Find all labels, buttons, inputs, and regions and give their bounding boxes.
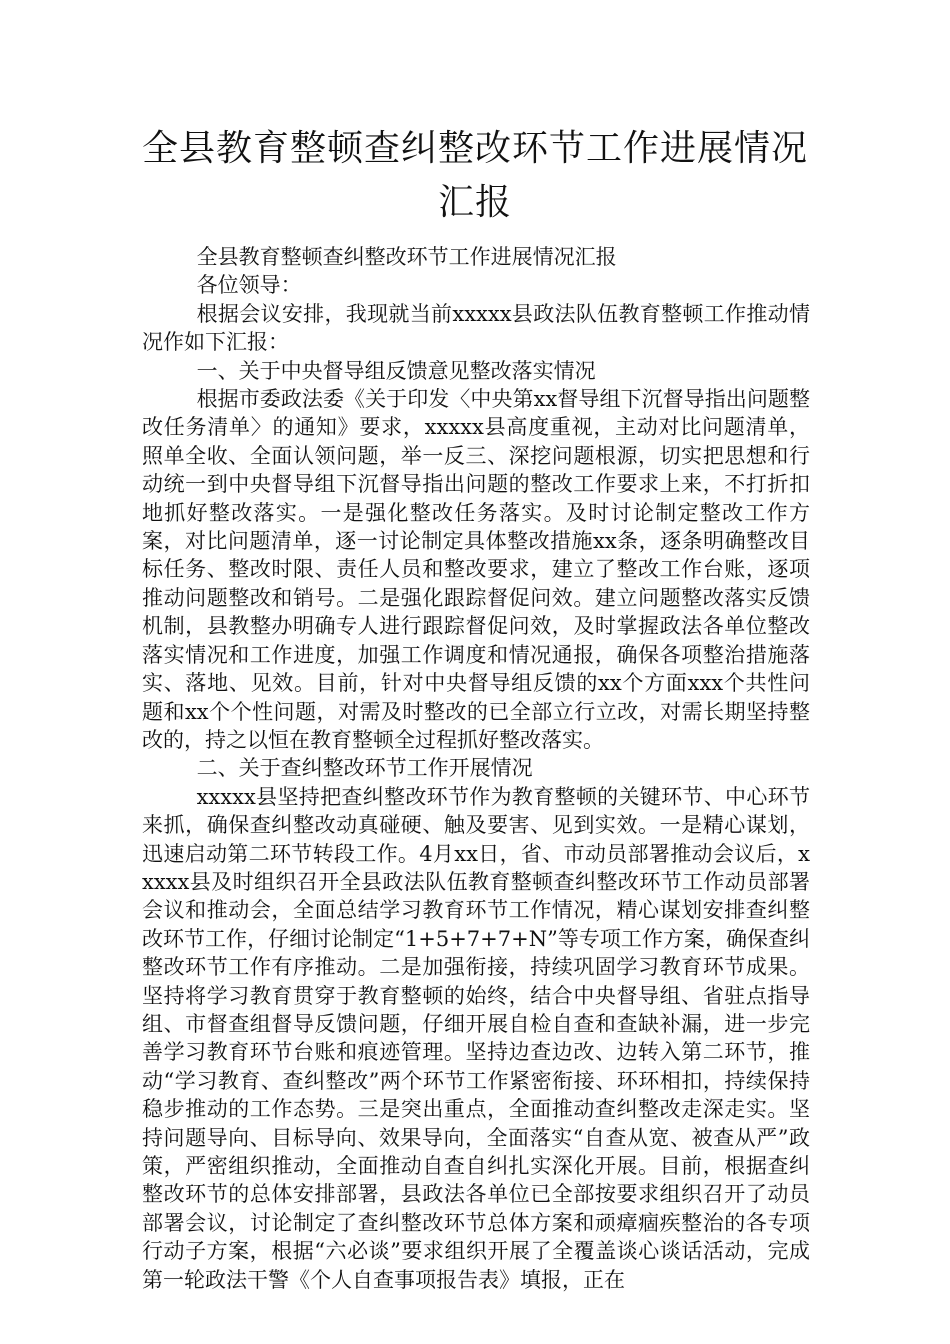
intro-paragraph: 根据会议安排，我现就当前xxxxx县政法队伍教育整顿工作推动情况作如下汇报： [142, 301, 810, 355]
section-1-body: 根据市委政法委《关于印发〈中央第xx督导组下沉督导指出问题整改任务清单〉的通知》要求，xxxxx县高度重视，主动对比问题清单，照单全收、全面认领问题，举一反三、深挖问题根源，切实把思想和行动统一到中央督导组下沉督导指出问题的整改工作要求上来，不打折扣地抓好整改落实。一是强化整改任务落实。及时讨论制定整改工作方案，对比问题清单，逐一讨论制定具体整改措施xx条，逐条明确整改目标任务、整改时限、责任人员和整改要求，建立了整改工作台账，逐项推动问题整改和销号。二是强化跟踪督促问效。建立问题整改落实反馈机制，县教整办明确专人进行跟踪督促问效，及时掌握政法各单位整改落实情况和工作进度，加强工作调度和情况通报，确保各项整治措施落实、落地、见效。目前，针对中央督导组反馈的xx个方面xxx个共性问题和xx个个性问题，对需及时整改的已全部立行立改，对需长期坚持整改的，持之以恒在教育整顿全过程抓好整改落实。 [142, 387, 810, 752]
section-heading-1: 一、关于中央督导组反馈意见整改落实情况 [196, 358, 596, 383]
section-2-body: xxxxx县坚持把查纠整改环节作为教育整顿的关键环节、中心环节来抓，确保查纠整改动真碰硬、触及要害、见到实效。一是精心谋划，迅速启动第二环节转段工作。4月xx日，省、市动员部署推动会议后，xxxxx县及时组织召开全县政法队伍教育整顿查纠整改环节工作动员部署会议和推动会，全面总结学习教育环节工作情况，精心谋划安排查纠整改环节工作，仔细讨论制定“1+5+7+7+N”等专项工作方案，确保查纠整改环节工作有序推动。二是加强衔接，持续巩固学习教育环节成果。坚持将学习教育贯穿于教育整顿的始终，结合中央督导组、省驻点指导组、市督查组督导反馈问题，仔细开展自检自查和查缺补漏，进一步完善学习教育环节台账和痕迹管理。坚持边查边改、边转入第二环节，推动“学习教育、查纠整改”两个环节工作紧密衔接、环环相扣，持续保持稳步推动的工作态势。三是突出重点，全面推动查纠整改走深走实。坚持问题导向、目标导向、效果导向，全面落实“自查从宽、被查从严”政策，严密组织推动，全面推动自查自纠扎实深化开展。目前，根据查纠整改环节的总体安排部署，县政法各单位已全部按要求组织召开了动员部署会议，讨论制定了查纠整改环节总体方案和顽瘴痼疾整治的各专项行动子方案，根据“六必谈”要求组织开展了全覆盖谈心谈话活动，完成第一轮政法干警《个人自查事项报告表》填报，正在 [142, 784, 810, 1292]
salutation: 各位领导： [196, 273, 302, 298]
doc-heading-repeat: 全县教育整顿查纠整改环节工作进展情况汇报 [196, 245, 617, 269]
title-line-1: 全县教育整顿查纠整改环节工作进展情况 [141, 128, 808, 169]
title-line-2: 汇报 [437, 182, 512, 223]
document-title [140, 122, 810, 230]
section-heading-2: 二、关于查纠整改环节工作开展情况 [196, 756, 533, 781]
document-body [142, 243, 810, 1294]
